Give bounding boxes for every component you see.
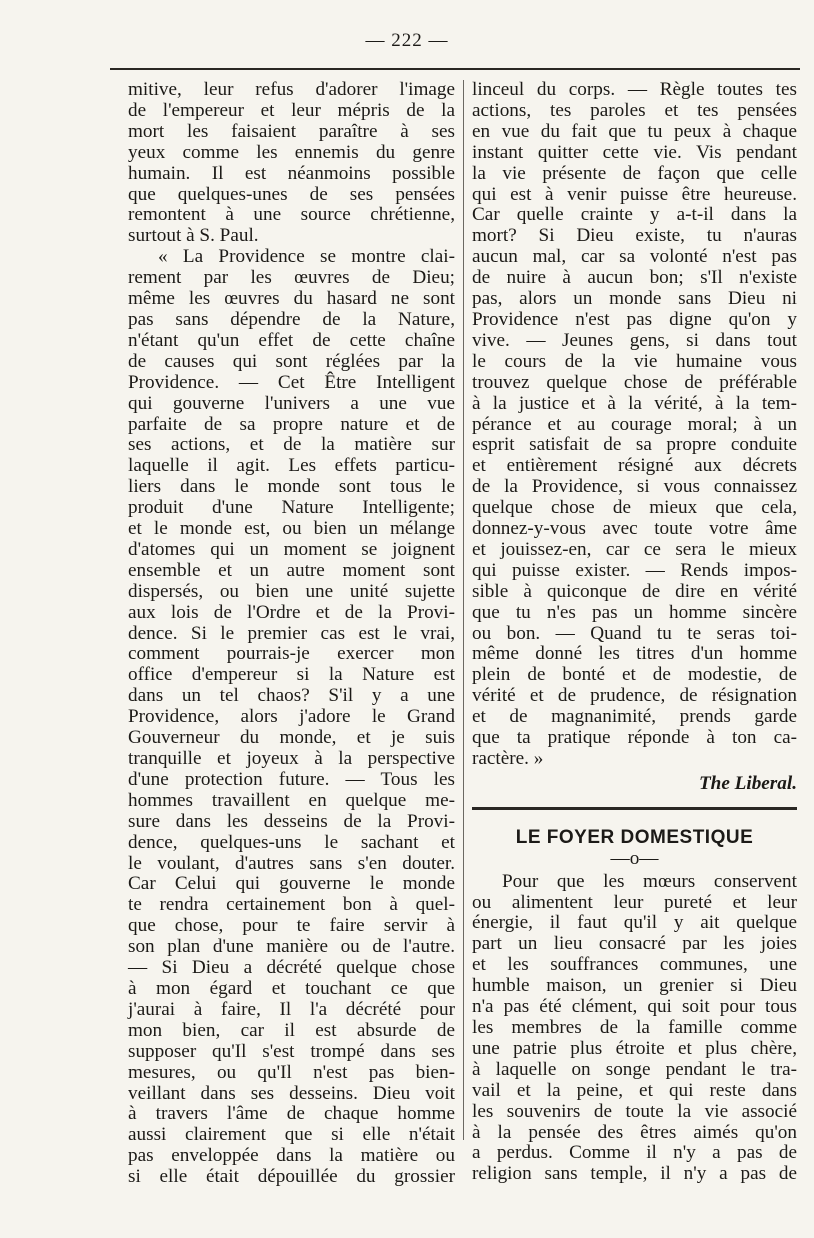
left-column-line: d'atomes qui un moment se joignent <box>128 538 455 560</box>
section-body <box>472 872 797 1186</box>
left-column-line: pas sans dépendre de la Nature, <box>128 308 455 330</box>
left-column-line: supposer qu'Il s'est trompé dans ses <box>128 1040 455 1062</box>
right-column-line: vive. — Jeunes gens, si dans tout <box>472 329 797 351</box>
right-column-line: pérance et au courage moral; à un <box>472 413 797 435</box>
right-column-line: qui est à venir puisse être heureuse. <box>472 183 797 205</box>
right-column-line: quelque chose de mieux que cela, <box>472 497 797 519</box>
right-column-line: plein de bonté et de modestie, de <box>472 664 797 686</box>
left-column-line: ses actions, et de la matière sur <box>128 434 455 456</box>
section-line: a perdus. Comme il n'y a pas de <box>472 1142 797 1164</box>
right-column <box>472 80 797 1185</box>
left-column-line: si elle était dépouillée du grossier <box>128 1166 455 1188</box>
left-column-line: à mon égard et touchant ce que <box>128 977 455 999</box>
section-line: n'a pas été clément, qui soit pour tous <box>472 996 797 1018</box>
section-line: ou alimentent leur pureté et leur <box>472 891 797 913</box>
right-column-line: que ta pratique réponde à ton ca- <box>472 727 797 749</box>
section-line: les membres de la famille comme <box>472 1016 797 1038</box>
left-column-line: dence, quelques-uns le sachant et <box>128 831 455 853</box>
section-line: vail et la peine, et qui reste dans <box>472 1079 797 1101</box>
left-column-line: pas enveloppée dans la matière ou <box>128 1145 455 1167</box>
left-column-line: et le monde est, ou bien un mélange <box>128 518 455 540</box>
right-column-line: aucun mal, car sa volonté n'est pas <box>472 246 797 268</box>
left-column-line: de l'empereur et leur mépris de la <box>128 99 455 121</box>
left-column-line: Gouverneur du monde, et je suis <box>128 727 455 749</box>
right-column-line: ou bon. — Quand tu te seras toi- <box>472 622 797 644</box>
left-column-line: aussi clairement que si elle n'était <box>128 1124 455 1146</box>
left-column-line: produit d'une Nature Intelligente; <box>128 497 455 519</box>
left-column-line: — Si Dieu a décrété quelque chose <box>128 957 455 979</box>
right-column-line: Car quelle crainte y a-t-il dans la <box>472 204 797 226</box>
left-column-line: laquelle il agit. Les effets particu- <box>128 455 455 477</box>
right-column-line: instant quitter cette vie. Vis pendant <box>472 141 797 163</box>
left-column-line: mort les faisaient paraître à ses <box>128 120 455 142</box>
right-column-line: trouvez quelque chose de préférable <box>472 371 797 393</box>
left-column-line: comment pourrais-je exercer mon <box>128 643 455 665</box>
left-column-line: remontent à une source chrétienne, <box>128 204 455 226</box>
section-line: Pour que les mœurs conservent <box>502 870 797 892</box>
right-column-line: que tu n'es pas un homme sincère <box>472 601 797 623</box>
left-column-line: hommes travaillent en quelque me- <box>128 789 455 811</box>
section-line: religion sans temple, il n'y a pas de <box>472 1163 797 1185</box>
left-column-line: le voulant, d'autres sans s'en douter. <box>128 852 455 874</box>
right-column-line: et jouissez-en, car ce sera le mieux <box>472 538 797 560</box>
right-column-line: même donné les titres d'un homme <box>472 643 797 665</box>
right-column-line: qui puisse exister. — Rends impos- <box>472 559 797 581</box>
section-line: et les souffrances communes, une <box>472 954 797 976</box>
left-column-line: tranquille et joyeux à la perspective <box>128 748 455 769</box>
source-attribution: The Liberal. <box>698 772 797 794</box>
left-column-line: rement par les œuvres de Dieu; <box>128 267 455 289</box>
left-column-line: dans un tel chaos? S'il y a une <box>128 685 455 707</box>
page-number: — 222 — <box>365 30 449 51</box>
left-column-line: humain. Il est néanmoins possible <box>128 162 455 184</box>
section-line: humble maison, un grenier si Dieu <box>472 975 797 997</box>
section-line: part un lieu consacré par les joies <box>472 933 797 955</box>
section-title: LE FOYER DOMESTIQUE <box>515 826 754 848</box>
section-line: à la pensée des êtres aimés qu'on <box>472 1121 797 1143</box>
right-column-line: mort? Si Dieu existe, tu n'auras <box>472 225 797 247</box>
left-column-line: mitive, leur refus d'adorer l'image <box>128 79 455 100</box>
left-column-line: à travers l'âme de chaque homme <box>128 1103 455 1125</box>
right-column-line: et entièrement résigné aux décrets <box>472 455 797 477</box>
column-divider <box>463 80 464 1140</box>
left-column-line: office d'empereur si la Nature est <box>128 664 455 686</box>
right-column-line: sible à quiconque de dire en vérité <box>472 580 797 602</box>
right-column-line: à la justice et à la vérité, à la tem- <box>472 392 797 414</box>
left-column-line: ensemble et un autre moment sont <box>128 559 455 581</box>
left-column-line: Providence. — Cet Être Intelligent <box>128 371 455 393</box>
right-column-text <box>472 80 797 770</box>
left-column-line: liers dans le monde sont tous le <box>128 476 455 498</box>
right-column-line: pas, alors un monde sans Dieu ni <box>472 288 797 310</box>
section-line: les souvenirs de toute la vie associé <box>472 1100 797 1122</box>
right-column-line: vérité et de prudence, de résignation <box>472 685 797 707</box>
header-rule <box>110 68 800 70</box>
left-column-line: Car Celui qui gouverne le monde <box>128 873 455 895</box>
right-column-line: de nuire à aucun bon; s'Il n'existe <box>472 267 797 289</box>
section-line: énergie, il faut qu'il y ait quelque <box>472 912 797 934</box>
left-column-line: dence. Si le premier cas est le vrai, <box>128 622 455 644</box>
left-column <box>128 80 455 1188</box>
left-column-line: veillant dans ses desseins. Dieu voit <box>128 1082 455 1104</box>
section-subtitle-ornament: —o— <box>610 847 659 869</box>
left-column-line: j'aurai à faire, Il l'a décrété pour <box>128 998 455 1020</box>
right-column-line: le cours de la vie humaine vous <box>472 350 797 372</box>
right-column-line: actions, tes paroles et tes pensées <box>472 99 797 121</box>
section-line: à laquelle on songe pendant le tra- <box>472 1058 797 1080</box>
left-column-line: qui gouverne l'univers a une vue <box>128 392 455 414</box>
left-column-line: te rendra certainement bon à quel- <box>128 894 455 916</box>
right-column-line: de la Providence, si vous connaissez <box>472 476 797 498</box>
left-column-line: de causes qui sont réglées par la <box>128 350 455 372</box>
left-column-line: d'une protection future. — Tous les <box>128 768 455 790</box>
left-column-line: « La Providence se montre clai- <box>158 246 455 268</box>
section-line: une patrie plus étroite et plus chère, <box>472 1037 797 1059</box>
left-column-line: n'étant qu'un effet de cette chaîne <box>128 329 455 351</box>
left-column-line: parfaite de sa propre nature et de <box>128 413 455 435</box>
right-column-line: donnez-y-vous avec toute votre âme <box>472 518 797 540</box>
left-column-line: surtout à S. Paul. <box>128 225 259 247</box>
right-column-line: et de magnanimité, prends garde <box>472 706 797 728</box>
left-column-line: dispersés, ou bien une unité sujette <box>128 580 455 602</box>
left-column-line: sure dans les desseins de la Provi- <box>128 810 455 832</box>
right-column-line: la vie présente de façon que celle <box>472 162 797 184</box>
left-column-line: Providence, alors j'adore le Grand <box>128 706 455 728</box>
left-column-line: son plan d'une manière ou de l'autre. <box>128 936 455 958</box>
right-column-line: en vue du fait que tu peux à chaque <box>472 120 797 142</box>
left-column-line: mon bien, car il est absurde de <box>128 1019 455 1041</box>
right-column-line: linceul du corps. — Règle toutes tes <box>472 79 797 100</box>
right-column-line: Providence n'est pas digne qu'on y <box>472 308 797 330</box>
left-column-line: yeux comme les ennemis du genre <box>128 141 455 163</box>
right-column-line: ractère. » <box>472 748 544 769</box>
left-column-line: que chose, pour te faire servir à <box>128 915 455 937</box>
left-column-line: mesures, ou qu'Il n'est pas bien- <box>128 1061 455 1083</box>
right-column-line: esprit satisfait de sa propre conduite <box>472 434 797 456</box>
left-column-line: aux lois de l'Ordre et de la Provi- <box>128 601 455 623</box>
left-column-line: que quelques-unes de ses pensées <box>128 183 455 205</box>
left-column-line: même les œuvres du hasard ne sont <box>128 288 455 310</box>
section-rule <box>472 807 797 810</box>
